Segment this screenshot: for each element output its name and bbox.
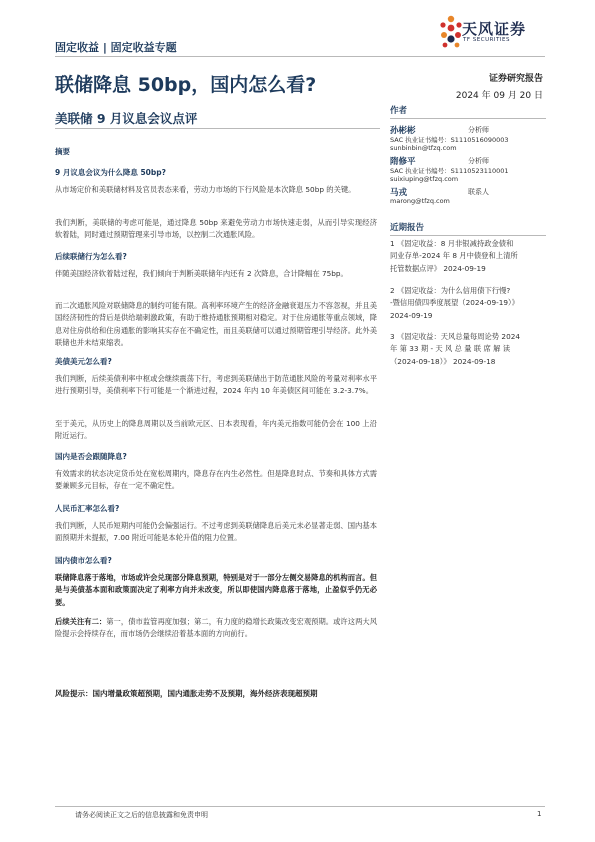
author-email[interactable]: marong@tfzq.com [390,197,450,205]
recent-report-item[interactable] [390,238,546,275]
recent-reports-heading: 近期报告 [390,221,546,236]
report-type: 证券研究报告 [488,74,543,84]
paragraph: 至于美元，从历史上的降息周期以及当前欧元区、日本表现看，年内美元指数可能仍会在 100 上沿附近运行。 [55,419,377,441]
footer-divider [55,806,545,807]
recent-report-line: （2024-09-18）》 2024-09-18 [390,356,496,366]
author-email[interactable]: suixiuping@tfzq.com [390,175,459,183]
logo-text: 天风证券 [462,20,527,38]
section-heading: 国内是否会跟随降息? [55,452,127,461]
author-email[interactable]: sunbinbin@tfzq.com [390,144,457,152]
recent-report-line: 2024-09-19 [390,310,433,320]
paragraph: 有效需求的状态决定货币处在宽松周期内，降息存在内生必然性。但是降息时点、节奏和具体方式需要兼顾多元目标，存在一定不确定性。 [55,469,377,491]
recent-report-line: -暨信用债四季度展望（2024-09-19）》 [390,298,519,308]
section-heading: 9 月议息会议为什么降息 50bp? [55,168,166,177]
paragraph-emphasis: 联储降息落于落地，市场或许会兑现部分降息预期，特别是对于一部分左侧交易降息的机构而言。但是与美债基本面和政策面决定了利率方向并未改变，所以即使国内降息落于落地，止盈似乎仍无必要。 [55,573,377,607]
recent-report-line: 托管数据点评》 2024-09-19 [390,263,486,273]
header-divider [55,56,545,57]
recent-report-line: 同业存单-2024 年 8 月中债登和上清所 [390,251,518,261]
paragraph: 伴随美国经济软着陆过程，我们倾向于判断美联储年内还有 2 次降息，合计降幅在 75bp。 [55,269,348,278]
authors-heading: 作者 [390,104,546,119]
report-subtitle: 美联储 9 月议息会议点评 [55,111,198,126]
author-role: 分析师 [468,126,489,134]
section-heading: 人民币汇率怎么看? [55,504,120,513]
paragraph-body: 第一，债市监管再度加强；第二，有力度的稳增长政策改变宏观预期。或许这两大风险提示会持续存在，而市场仍会继续沿着基本面的方向前行。 [55,617,378,639]
section-heading: 国内债市怎么看? [55,556,112,565]
paragraph: 我们判断，人民币短期内可能仍会偏强运行。不过考虑到美联储降息后美元未必显著走弱、国内基本面预期并未提振，7.00 附近可能是本轮升值的阻力位置。 [55,521,377,543]
author-role: 分析师 [468,157,489,165]
recent-report-item[interactable] [390,285,546,322]
recent-report-line: 1 《固定收益：8 月非银减持政金债和 [390,239,514,248]
recent-report-line: 2 《固定收益：为什么信用债下行慢? [390,286,511,295]
recent-report-line: 年 第 33 期 - 天 风 总 量 联 席 解 读 [390,344,511,354]
recent-report-line: 3 《固定收益：天风总量每周论势 2024 [390,332,521,341]
paragraph: 从市场定价和美联储材料及官员表态来看，劳动力市场的下行风险是本次降息 50bp 的关键。 [55,185,356,194]
author-cert: SAC 执业证书编号：S1110516090003 [390,136,509,144]
recent-report-item[interactable] [390,331,546,368]
section-heading: 美债美元怎么看? [55,357,112,366]
paragraph-lead: 后续关注有二： [55,617,107,626]
page-number: 1 [537,810,542,818]
paragraph: 我们判断，后续美债利率中枢或会继续震荡下行，考虑到美联储出于防范通胀风险的考量对利率水平进行预期引导，美债利率下行可能是一个渐进过程，2024 年内 10 年美债区间可能在 3.2-3.7%。 [55,374,377,396]
author-name: 隋修平 [390,157,416,167]
report-title: 联储降息 50bp，国内怎么看? [55,74,317,96]
author-name: 孙彬彬 [390,126,416,136]
report-date: 2024 年 09 月 20 日 [455,91,543,101]
tf-logo-icon [438,14,464,50]
report-category: 固定收益 | 固定收益专题 [55,41,177,54]
footer-disclaimer: 请务必阅读正文之后的信息披露和免责申明 [75,811,208,819]
paragraph: 而二次通胀风险对联储降息的制约可能有限。高利率环境产生的经济金融衰退压力不容忽视，并且美国经济韧性的背后是供给端刺激政策，有助于维持通胀预期相对稳定。对于住房通胀等重点领域，降息对住房供给和住房通胀的影响其实存在不确定性，而且美联储可以通过预期管理引导经济。此外美联储也并未结束缩表。 [55,301,377,347]
section-heading: 后续联储行为怎么看? [55,252,127,261]
logo-subtext: TF SECURITIES [463,37,510,43]
subtitle-divider [55,128,380,129]
risk-warning: 风险提示：国内增量政策超预期，国内通胀走势不及预期，海外经济表现超预期 [55,689,318,698]
author-cert: SAC 执业证书编号：S1110523110001 [390,167,509,175]
author-role: 联系人 [468,188,489,196]
paragraph: 我们判断，美联储的考虑可能是，通过降息 50bp 来避免劳动力市场快速走弱，从而引导实现经济软着陆，同时通过预期管理来引导市场，以控制二次通胀风险。 [55,218,377,240]
paragraph [55,616,377,641]
abstract-heading: 摘要 [55,147,70,156]
author-name: 马戎 [390,188,408,198]
